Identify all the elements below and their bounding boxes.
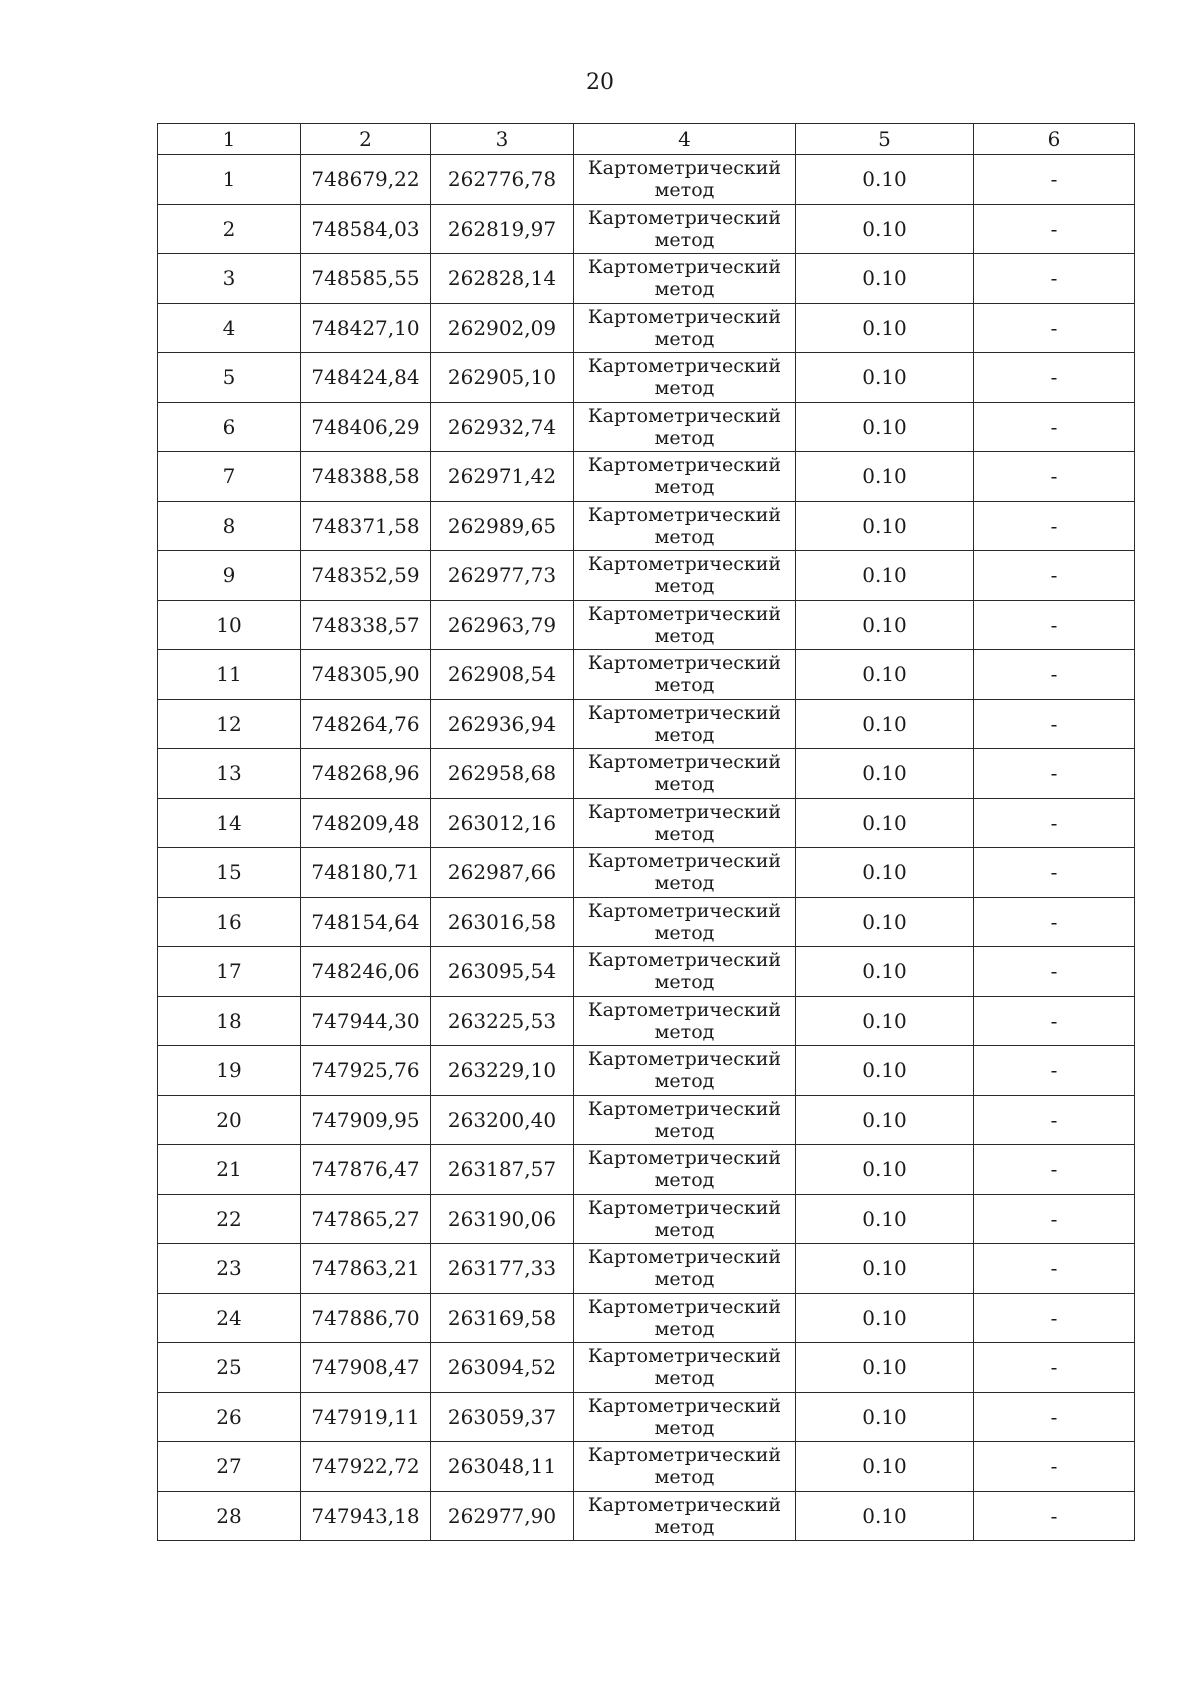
table-row: [158, 303, 1135, 353]
method-cell: [574, 1293, 796, 1343]
method-label: метод: [654, 278, 715, 301]
point-number-cell: 5: [158, 353, 301, 403]
method-cell: [574, 402, 796, 452]
point-number-cell: 17: [158, 947, 301, 997]
method-cell: [574, 947, 796, 997]
method-label: Картометрический: [587, 355, 782, 378]
note-cell: -: [974, 699, 1135, 749]
method-label: Картометрический: [587, 1444, 782, 1467]
method-label: метод: [654, 1020, 715, 1043]
method-cell: [574, 1244, 796, 1294]
note-cell: -: [974, 996, 1135, 1046]
accuracy-cell: 0.10: [796, 1343, 974, 1393]
method-label: Картометрический: [587, 1493, 782, 1516]
method-cell: [574, 798, 796, 848]
table-header: [158, 124, 1135, 155]
method-cell: [574, 303, 796, 353]
table-row: [158, 1491, 1135, 1541]
x-coordinate-cell: 748209,48: [301, 798, 431, 848]
x-coordinate-cell: 747876,47: [301, 1145, 431, 1195]
point-number-cell: 12: [158, 699, 301, 749]
method-label: Картометрический: [587, 454, 782, 477]
method-label: Картометрический: [587, 701, 782, 724]
y-coordinate-cell: 263016,58: [431, 897, 574, 947]
y-coordinate-cell: 263187,57: [431, 1145, 574, 1195]
point-number-cell: 24: [158, 1293, 301, 1343]
point-number-cell: 21: [158, 1145, 301, 1195]
point-number-cell: 8: [158, 501, 301, 551]
note-cell: -: [974, 848, 1135, 898]
y-coordinate-cell: 262936,94: [431, 699, 574, 749]
accuracy-cell: 0.10: [796, 452, 974, 502]
table-row: [158, 947, 1135, 997]
point-number-cell: 15: [158, 848, 301, 898]
accuracy-cell: 0.10: [796, 897, 974, 947]
method-label: метод: [654, 1070, 715, 1093]
y-coordinate-cell: 263229,10: [431, 1046, 574, 1096]
column-header: 4: [574, 124, 796, 155]
note-cell: -: [974, 501, 1135, 551]
method-label: Картометрический: [587, 206, 782, 229]
x-coordinate-cell: 748585,55: [301, 254, 431, 304]
point-number-cell: 25: [158, 1343, 301, 1393]
x-coordinate-cell: 748406,29: [301, 402, 431, 452]
point-number-cell: 9: [158, 551, 301, 601]
point-number-cell: 14: [158, 798, 301, 848]
accuracy-cell: 0.10: [796, 798, 974, 848]
point-number-cell: 7: [158, 452, 301, 502]
method-label: метод: [654, 822, 715, 845]
x-coordinate-cell: 747919,11: [301, 1392, 431, 1442]
note-cell: -: [974, 1095, 1135, 1145]
method-cell: [574, 650, 796, 700]
accuracy-cell: 0.10: [796, 1392, 974, 1442]
point-number-cell: 13: [158, 749, 301, 799]
method-cell: [574, 600, 796, 650]
x-coordinate-cell: 747909,95: [301, 1095, 431, 1145]
table-row: [158, 1392, 1135, 1442]
note-cell: -: [974, 1491, 1135, 1541]
method-label: Картометрический: [587, 850, 782, 873]
point-number-cell: 26: [158, 1392, 301, 1442]
y-coordinate-cell: 262908,54: [431, 650, 574, 700]
x-coordinate-cell: 747925,76: [301, 1046, 431, 1096]
method-cell: [574, 848, 796, 898]
x-coordinate-cell: 748424,84: [301, 353, 431, 403]
method-label: метод: [654, 674, 715, 697]
column-header: 6: [974, 124, 1135, 155]
method-cell: [574, 353, 796, 403]
x-coordinate-cell: 748679,22: [301, 155, 431, 205]
method-label: метод: [654, 1317, 715, 1340]
x-coordinate-cell: 747865,27: [301, 1194, 431, 1244]
method-label: Картометрический: [587, 305, 782, 328]
x-coordinate-cell: 748584,03: [301, 204, 431, 254]
note-cell: -: [974, 1442, 1135, 1492]
table-row: [158, 1194, 1135, 1244]
method-label: Картометрический: [587, 1345, 782, 1368]
y-coordinate-cell: 262828,14: [431, 254, 574, 304]
column-header: 3: [431, 124, 574, 155]
point-number-cell: 18: [158, 996, 301, 1046]
method-cell: [574, 749, 796, 799]
header-row: [158, 124, 1135, 155]
table-row: [158, 897, 1135, 947]
method-label: метод: [654, 575, 715, 598]
note-cell: -: [974, 650, 1135, 700]
note-cell: -: [974, 551, 1135, 601]
table-row: [158, 996, 1135, 1046]
point-number-cell: 3: [158, 254, 301, 304]
note-cell: -: [974, 600, 1135, 650]
method-label: Картометрический: [587, 503, 782, 526]
accuracy-cell: 0.10: [796, 501, 974, 551]
accuracy-cell: 0.10: [796, 1145, 974, 1195]
method-cell: [574, 699, 796, 749]
accuracy-cell: 0.10: [796, 551, 974, 601]
note-cell: -: [974, 897, 1135, 947]
method-label: метод: [654, 426, 715, 449]
method-label: метод: [654, 228, 715, 251]
method-label: Картометрический: [587, 1147, 782, 1170]
accuracy-cell: 0.10: [796, 1244, 974, 1294]
accuracy-cell: 0.10: [796, 402, 974, 452]
table-row: [158, 600, 1135, 650]
y-coordinate-cell: 263200,40: [431, 1095, 574, 1145]
method-label: метод: [654, 1119, 715, 1142]
method-label: Картометрический: [587, 751, 782, 774]
method-label: Картометрический: [587, 1295, 782, 1318]
accuracy-cell: 0.10: [796, 155, 974, 205]
y-coordinate-cell: 263177,33: [431, 1244, 574, 1294]
method-label: метод: [654, 723, 715, 746]
accuracy-cell: 0.10: [796, 303, 974, 353]
method-label: метод: [654, 921, 715, 944]
method-label: Картометрический: [587, 602, 782, 625]
table-row: [158, 1343, 1135, 1393]
note-cell: -: [974, 1392, 1135, 1442]
table-row: [158, 749, 1135, 799]
y-coordinate-cell: 263094,52: [431, 1343, 574, 1393]
y-coordinate-cell: 263169,58: [431, 1293, 574, 1343]
method-cell: [574, 204, 796, 254]
note-cell: -: [974, 1046, 1135, 1096]
x-coordinate-cell: 748388,58: [301, 452, 431, 502]
table-row: [158, 402, 1135, 452]
method-label: метод: [654, 1466, 715, 1489]
page-number: 20: [586, 70, 614, 95]
method-cell: [574, 996, 796, 1046]
method-cell: [574, 1046, 796, 1096]
x-coordinate-cell: 748154,64: [301, 897, 431, 947]
point-number-cell: 2: [158, 204, 301, 254]
point-number-cell: 6: [158, 402, 301, 452]
accuracy-cell: 0.10: [796, 1293, 974, 1343]
y-coordinate-cell: 262776,78: [431, 155, 574, 205]
method-label: Картометрический: [587, 1097, 782, 1120]
y-coordinate-cell: 262958,68: [431, 749, 574, 799]
method-label: Картометрический: [587, 1196, 782, 1219]
method-cell: [574, 155, 796, 205]
table-row: [158, 452, 1135, 502]
note-cell: -: [974, 1145, 1135, 1195]
method-cell: [574, 1343, 796, 1393]
note-cell: -: [974, 1293, 1135, 1343]
point-number-cell: 11: [158, 650, 301, 700]
point-number-cell: 20: [158, 1095, 301, 1145]
y-coordinate-cell: 263059,37: [431, 1392, 574, 1442]
point-number-cell: 16: [158, 897, 301, 947]
note-cell: -: [974, 303, 1135, 353]
note-cell: -: [974, 155, 1135, 205]
note-cell: -: [974, 204, 1135, 254]
method-cell: [574, 1392, 796, 1442]
accuracy-cell: 0.10: [796, 749, 974, 799]
table-row: [158, 1442, 1135, 1492]
column-header: 5: [796, 124, 974, 155]
accuracy-cell: 0.10: [796, 699, 974, 749]
table-row: [158, 254, 1135, 304]
point-number-cell: 22: [158, 1194, 301, 1244]
method-cell: [574, 1491, 796, 1541]
method-label: метод: [654, 1416, 715, 1439]
point-number-cell: 19: [158, 1046, 301, 1096]
method-label: Картометрический: [587, 998, 782, 1021]
y-coordinate-cell: 262987,66: [431, 848, 574, 898]
x-coordinate-cell: 747908,47: [301, 1343, 431, 1393]
method-label: метод: [654, 377, 715, 400]
x-coordinate-cell: 747863,21: [301, 1244, 431, 1294]
method-label: Картометрический: [587, 1048, 782, 1071]
method-label: метод: [654, 327, 715, 350]
method-label: метод: [654, 179, 715, 202]
method-label: Картометрический: [587, 899, 782, 922]
y-coordinate-cell: 263048,11: [431, 1442, 574, 1492]
point-number-cell: 27: [158, 1442, 301, 1492]
y-coordinate-cell: 263225,53: [431, 996, 574, 1046]
method-label: метод: [654, 773, 715, 796]
table-row: [158, 848, 1135, 898]
column-header: 2: [301, 124, 431, 155]
method-label: метод: [654, 525, 715, 548]
x-coordinate-cell: 747943,18: [301, 1491, 431, 1541]
method-label: метод: [654, 476, 715, 499]
note-cell: -: [974, 1194, 1135, 1244]
method-cell: [574, 1095, 796, 1145]
note-cell: -: [974, 452, 1135, 502]
method-label: метод: [654, 1169, 715, 1192]
note-cell: -: [974, 402, 1135, 452]
table-row: [158, 1145, 1135, 1195]
point-number-cell: 4: [158, 303, 301, 353]
y-coordinate-cell: 263190,06: [431, 1194, 574, 1244]
y-coordinate-cell: 263095,54: [431, 947, 574, 997]
x-coordinate-cell: 748427,10: [301, 303, 431, 353]
accuracy-cell: 0.10: [796, 600, 974, 650]
column-header: 1: [158, 124, 301, 155]
note-cell: -: [974, 749, 1135, 799]
method-label: Картометрический: [587, 1394, 782, 1417]
coordinates-table: [157, 123, 1135, 1541]
accuracy-cell: 0.10: [796, 848, 974, 898]
x-coordinate-cell: 748264,76: [301, 699, 431, 749]
method-label: Картометрический: [587, 404, 782, 427]
y-coordinate-cell: 262971,42: [431, 452, 574, 502]
table-row: [158, 204, 1135, 254]
table-row: [158, 501, 1135, 551]
method-label: Картометрический: [587, 652, 782, 675]
x-coordinate-cell: 748371,58: [301, 501, 431, 551]
method-label: метод: [654, 1515, 715, 1538]
x-coordinate-cell: 748180,71: [301, 848, 431, 898]
table-row: [158, 650, 1135, 700]
x-coordinate-cell: 748352,59: [301, 551, 431, 601]
method-label: метод: [654, 1268, 715, 1291]
y-coordinate-cell: 262963,79: [431, 600, 574, 650]
accuracy-cell: 0.10: [796, 1046, 974, 1096]
y-coordinate-cell: 262989,65: [431, 501, 574, 551]
y-coordinate-cell: 262977,73: [431, 551, 574, 601]
note-cell: -: [974, 1244, 1135, 1294]
accuracy-cell: 0.10: [796, 650, 974, 700]
note-cell: -: [974, 1343, 1135, 1393]
method-label: Картометрический: [587, 256, 782, 279]
x-coordinate-cell: 747944,30: [301, 996, 431, 1046]
note-cell: -: [974, 947, 1135, 997]
x-coordinate-cell: 748246,06: [301, 947, 431, 997]
accuracy-cell: 0.10: [796, 204, 974, 254]
accuracy-cell: 0.10: [796, 254, 974, 304]
table-row: [158, 551, 1135, 601]
y-coordinate-cell: 262905,10: [431, 353, 574, 403]
method-label: Картометрический: [587, 1246, 782, 1269]
note-cell: -: [974, 353, 1135, 403]
accuracy-cell: 0.10: [796, 947, 974, 997]
accuracy-cell: 0.10: [796, 353, 974, 403]
x-coordinate-cell: 748268,96: [301, 749, 431, 799]
method-cell: [574, 551, 796, 601]
method-label: метод: [654, 1367, 715, 1390]
y-coordinate-cell: 262977,90: [431, 1491, 574, 1541]
method-label: метод: [654, 971, 715, 994]
table-row: [158, 1244, 1135, 1294]
y-coordinate-cell: 262902,09: [431, 303, 574, 353]
x-coordinate-cell: 748305,90: [301, 650, 431, 700]
y-coordinate-cell: 262819,97: [431, 204, 574, 254]
method-label: метод: [654, 1218, 715, 1241]
table-row: [158, 1046, 1135, 1096]
x-coordinate-cell: 747922,72: [301, 1442, 431, 1492]
point-number-cell: 28: [158, 1491, 301, 1541]
note-cell: -: [974, 254, 1135, 304]
point-number-cell: 23: [158, 1244, 301, 1294]
table-row: [158, 699, 1135, 749]
method-label: Картометрический: [587, 949, 782, 972]
accuracy-cell: 0.10: [796, 1194, 974, 1244]
method-label: Картометрический: [587, 553, 782, 576]
method-label: Картометрический: [587, 157, 782, 180]
table-body: [158, 155, 1135, 1541]
note-cell: -: [974, 798, 1135, 848]
method-label: Картометрический: [587, 800, 782, 823]
method-label: метод: [654, 872, 715, 895]
method-cell: [574, 254, 796, 304]
method-label: метод: [654, 624, 715, 647]
table-row: [158, 1293, 1135, 1343]
method-cell: [574, 1442, 796, 1492]
accuracy-cell: 0.10: [796, 1491, 974, 1541]
table-row: [158, 353, 1135, 403]
x-coordinate-cell: 747886,70: [301, 1293, 431, 1343]
y-coordinate-cell: 263012,16: [431, 798, 574, 848]
method-cell: [574, 501, 796, 551]
method-cell: [574, 897, 796, 947]
y-coordinate-cell: 262932,74: [431, 402, 574, 452]
x-coordinate-cell: 748338,57: [301, 600, 431, 650]
point-number-cell: 10: [158, 600, 301, 650]
table-row: [158, 1095, 1135, 1145]
accuracy-cell: 0.10: [796, 1095, 974, 1145]
table-row: [158, 155, 1135, 205]
method-cell: [574, 1194, 796, 1244]
table-row: [158, 798, 1135, 848]
method-cell: [574, 452, 796, 502]
accuracy-cell: 0.10: [796, 996, 974, 1046]
accuracy-cell: 0.10: [796, 1442, 974, 1492]
method-cell: [574, 1145, 796, 1195]
point-number-cell: 1: [158, 155, 301, 205]
